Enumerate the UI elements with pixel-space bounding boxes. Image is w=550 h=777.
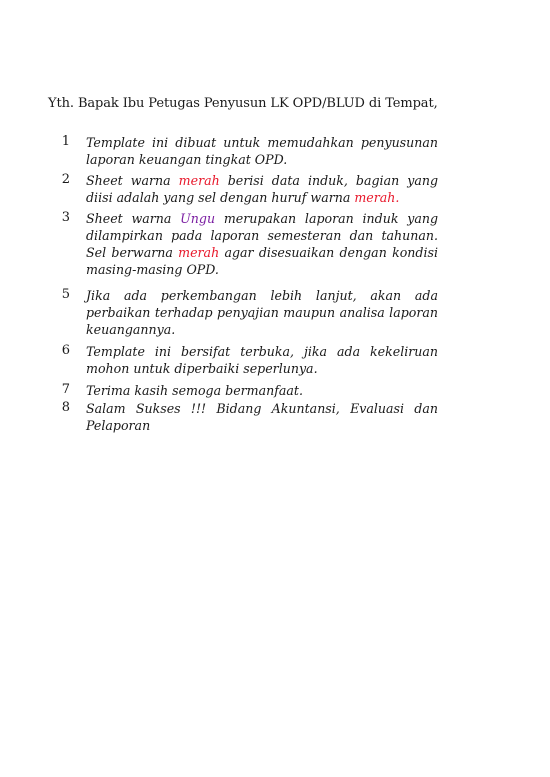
text-segment: Template ini dibuat untuk memudahkan penyusunan laporan keuangan tingkat OPD. <box>86 135 438 167</box>
item-text <box>86 400 438 434</box>
text-segment: Salam Sukses !!! Bidang Akuntansi, Evaluasi dan Pelaporan <box>86 401 438 433</box>
item-text <box>86 210 438 278</box>
text-segment: Sheet warna <box>86 211 181 226</box>
text-segment: agar disesuaikan dengan kondisi masing-masing OPD. <box>86 245 438 277</box>
text-segment: Terima kasih semoga bermanfaat. <box>86 383 303 398</box>
item-number: 3 <box>61 210 70 225</box>
item-number: 5 <box>61 287 70 302</box>
highlighted-word: merah <box>178 173 220 188</box>
item-number: 2 <box>61 172 70 187</box>
text-segment: berisi data induk, bagian yang diisi adalah yang sel dengan huruf warna <box>86 173 439 205</box>
item-text <box>86 343 438 377</box>
text-segment: merupakan laporan induk yang dilampirkan pada laporan semesteran dan tahunan. Sel berwarna <box>86 211 439 260</box>
text-segment: Sheet warna <box>86 173 179 188</box>
item-number: 7 <box>61 382 70 397</box>
item-number: 8 <box>61 400 70 415</box>
highlighted-word: Ungu <box>180 211 216 226</box>
item-text <box>86 287 438 338</box>
text-segment: Jika ada perkembangan lebih lanjut, akan ada perbaikan terhadap penyajian maupun analisa laporan keuangannya. <box>86 288 438 337</box>
item-text <box>86 172 438 206</box>
greeting-line: Yth. Bapak Ibu Petugas Penyusun LK OPD/BLUD di Tempat, <box>48 96 438 111</box>
item-number: 1 <box>61 134 70 149</box>
item-text <box>86 382 438 399</box>
highlighted-word: merah <box>178 245 220 260</box>
item-text <box>86 134 438 168</box>
highlighted-word: merah. <box>354 190 400 205</box>
text-segment: Template ini bersifat terbuka, jika ada kekeliruan mohon untuk diperbaiki seperlunya. <box>86 344 438 376</box>
item-number: 6 <box>61 343 70 358</box>
